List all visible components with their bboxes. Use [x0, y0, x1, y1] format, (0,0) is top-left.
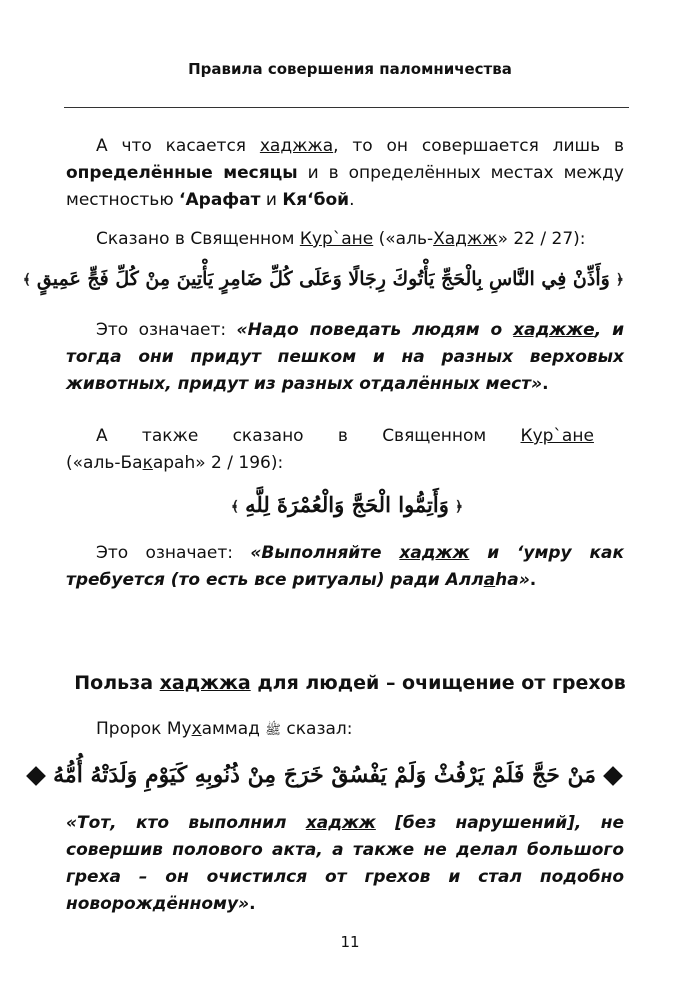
paragraph-hajj-months [66, 133, 624, 214]
term-hajj: хаджж [305, 813, 376, 833]
paragraph-meaning-2 [66, 540, 624, 594]
text: Это означает: [96, 543, 251, 563]
word: в [337, 426, 348, 446]
quote: , и тогда они придут пешком и на разных верховых животных, придут из разных отдалённых мест» [66, 320, 624, 394]
term-kuran: Кур`ане [520, 426, 594, 446]
quran-ayah-2 [64, 488, 630, 524]
ayah-text: وَأَتِمُّوا الْحَجَّ وَالْعُمْرَةَ لِلَّهِ [245, 492, 449, 517]
section-heading [0, 672, 700, 694]
text: . [349, 190, 355, 210]
text: » 22 / 27): [497, 229, 586, 249]
text: сказал: [281, 719, 353, 739]
quote: «Тот, кто выполнил [66, 813, 306, 833]
text: Это означает: [96, 320, 237, 340]
text: и [260, 190, 283, 210]
quote: hа» [495, 570, 530, 590]
word: А [96, 426, 108, 446]
text: («аль-Ба [66, 453, 143, 473]
quote: «Выполняйте [250, 543, 400, 563]
ayah-text: وَأَذِّنْ فِي النَّاسِ بِالْحَجِّ يَأْتُوكَ رِجَالًا وَعَلَى كُلِّ ضَامِرٍ يَأْتِينَ مِنْ كُلِّ فَجٍّ عَمِيقٍ [36, 268, 610, 290]
paragraph-prophet-said [66, 716, 624, 744]
text: Польза [74, 672, 160, 694]
quote: а [483, 570, 496, 590]
quran-ayah-1 [22, 262, 630, 297]
text: и в определённых местах между местностью [66, 163, 624, 210]
text: . [249, 894, 256, 914]
text: Пророк Му [96, 719, 192, 739]
term-kuran: Кур`ане [299, 229, 374, 249]
paragraph-quran-ref-1 [66, 226, 624, 253]
term-hajj: Хаджж [433, 229, 498, 249]
quote: [без нарушений], не совершив полового акта, а также не делал большого греха – он очистился от грехов и стал подобно новорождённому» [66, 813, 624, 914]
text: А что касается [96, 136, 260, 156]
page-header-title: Правила совершения паломничества [188, 60, 512, 78]
text: , то он совершается лишь в [333, 136, 624, 156]
text: для людей – очищение от грехов [250, 672, 626, 694]
term-hajj: хаджж [399, 543, 470, 563]
ayah-bracket-close: ﴾ [230, 498, 240, 515]
hadith-arabic [53, 758, 630, 792]
term-months: определённые месяцы [66, 163, 298, 183]
paragraph-quran-ref-2 [66, 423, 624, 450]
text: Сказано в Священном [96, 229, 300, 249]
paragraph-quran-ref-2-line2 [66, 450, 624, 477]
word: Священном [382, 426, 487, 446]
ayah-bracket-open: ﴿ [454, 498, 464, 515]
ayah-bracket-close: ﴾ [22, 272, 31, 288]
text: к [142, 453, 153, 473]
text: («аль- [373, 229, 434, 249]
term-kaba: Кя‘бой [282, 190, 350, 210]
header-divider [64, 107, 629, 108]
hadith-ornament-right [603, 766, 623, 786]
quote: и ‘умру как требуется (то есть все ритуалы) ради Алл [66, 543, 624, 590]
hadith-text: مَنْ حَجَّ فَلَمْ يَرْفُثْ وَلَمْ يَفْسُقْ خَرَجَ مِنْ ذُنُوبِهِ كَيَوْمِ وَلَدَتْهُ أُمُّهُ [53, 762, 596, 788]
text: . [529, 570, 537, 590]
salawat-symbol: ﷺ [265, 723, 282, 738]
text: . [542, 374, 549, 394]
hadith-ornament-left [26, 766, 46, 786]
page-number: 11 [340, 933, 360, 951]
ayah-bracket-open: ﴿ [615, 272, 624, 288]
term-arafat: ‘Арафат [179, 190, 261, 210]
text: аммад [201, 719, 266, 739]
term-hajj: хаджже [513, 320, 595, 340]
paragraph-hadith-meaning [66, 810, 624, 918]
term-hajj: хаджжа [259, 136, 334, 156]
term-hajj: хаджжа [159, 672, 251, 694]
text: х [191, 719, 202, 739]
text: араh» 2 / 196): [152, 453, 284, 473]
paragraph-meaning-1 [66, 317, 624, 398]
quote: «Надо поведать людям о [236, 320, 514, 340]
word: сказано [232, 426, 304, 446]
word: также [141, 426, 199, 446]
